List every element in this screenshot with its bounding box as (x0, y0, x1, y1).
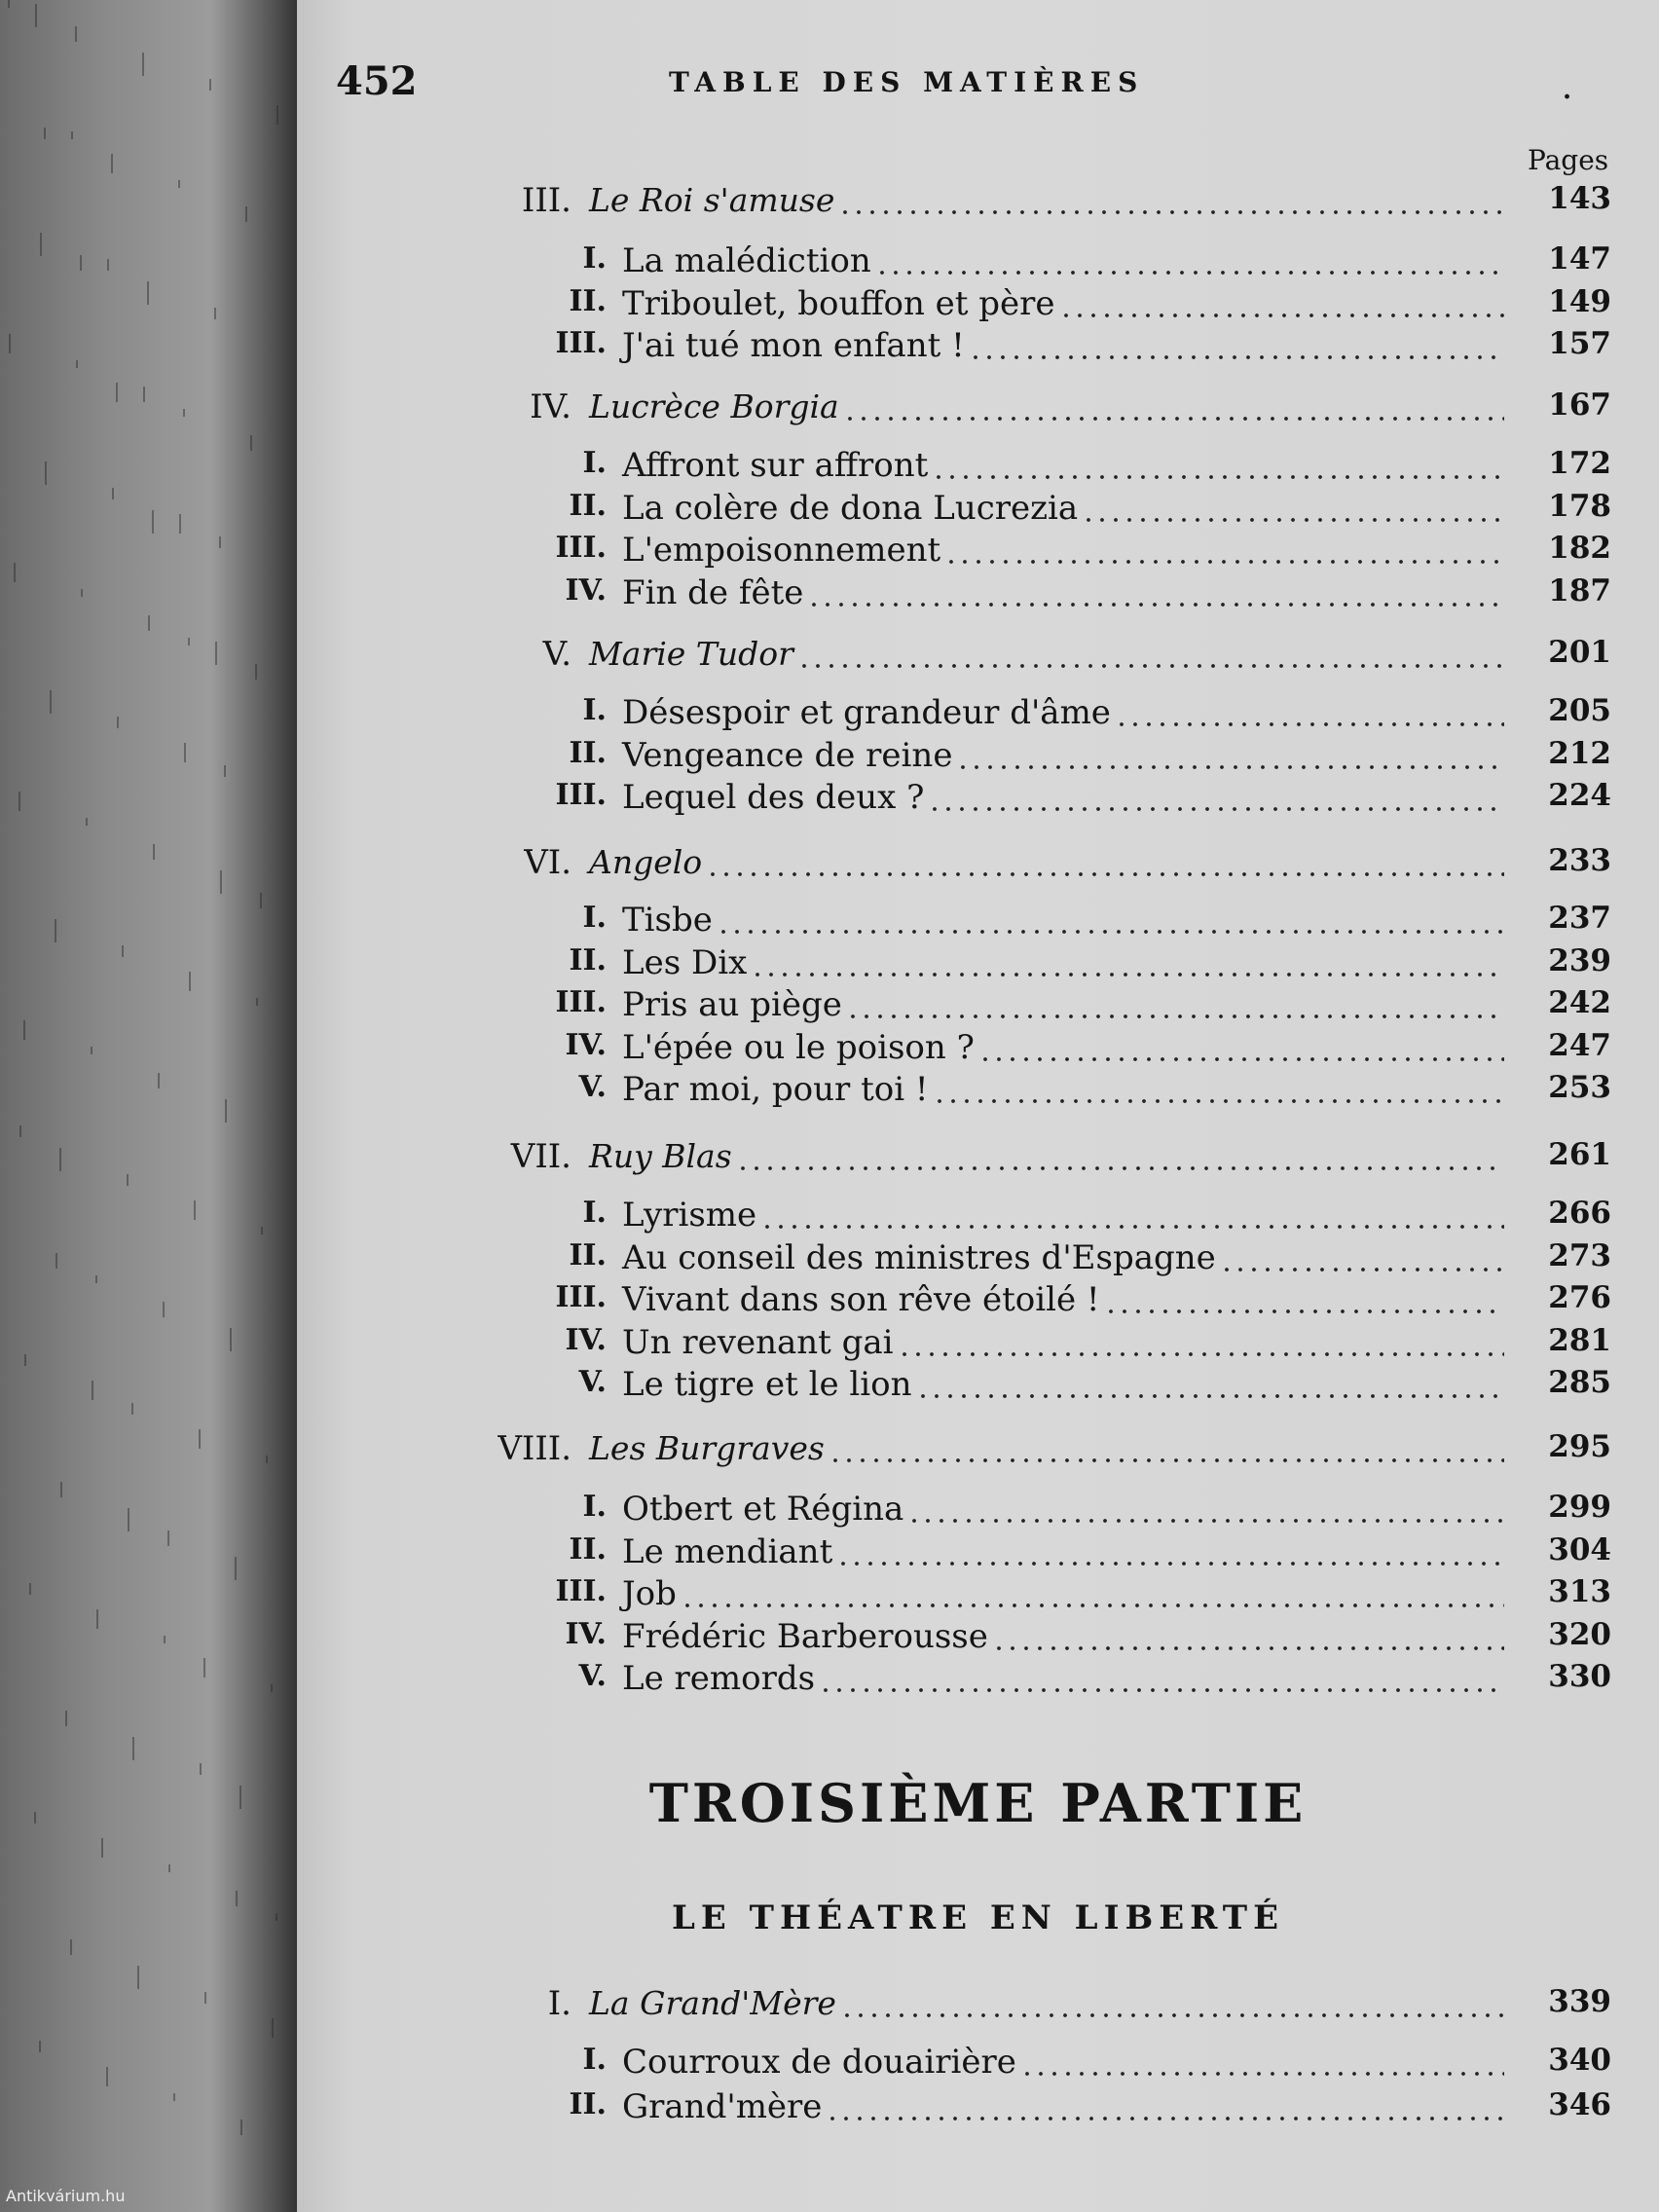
entry-title: La Grand'Mère (589, 1984, 836, 2022)
entry-page: 253 (1548, 1070, 1611, 1105)
paper-fiber (276, 1913, 277, 1921)
entry-title: J'ai tué mon enfant ! (622, 326, 965, 365)
paper-fiber (261, 1227, 263, 1235)
paper-fiber (127, 1174, 129, 1186)
dot-leader (706, 872, 1504, 876)
scene-entry (297, 284, 1659, 327)
paper-fiber (200, 1763, 202, 1775)
paper-fiber (266, 1456, 268, 1463)
scene-entry (297, 1280, 1659, 1323)
paper-fiber (91, 1047, 92, 1054)
dot-leader (836, 1562, 1504, 1566)
paper-fiber (142, 53, 144, 76)
scene-entry (297, 693, 1659, 736)
entry-number: III. (555, 778, 607, 812)
scene-entry (297, 446, 1659, 489)
paper-fiber (107, 259, 109, 271)
paper-fiber (106, 2067, 108, 2086)
scene-entry (297, 1574, 1659, 1617)
entry-page: 339 (1548, 1984, 1611, 2019)
paper-fiber (236, 1891, 238, 1906)
paper-fiber (272, 2018, 274, 2038)
dot-leader (907, 1519, 1504, 1523)
page-heading: TABLE DES MATIÈRES (669, 66, 1145, 98)
dot-leader (978, 1057, 1504, 1061)
entry-page: 299 (1548, 1490, 1611, 1525)
entry-number: I. (582, 901, 607, 935)
scene-entry (297, 985, 1659, 1028)
scene-entry (297, 241, 1659, 284)
dot-leader (840, 2013, 1504, 2017)
entry-page: 178 (1548, 489, 1611, 524)
dot-leader (1059, 313, 1504, 317)
paper-fiber (50, 690, 52, 714)
scene-entry (297, 1028, 1659, 1071)
act-entry (297, 387, 1659, 430)
paper-fiber (214, 308, 216, 319)
entry-number: II. (569, 1532, 607, 1567)
page-number: 452 (336, 58, 418, 104)
paper-fiber (137, 1966, 139, 1989)
entry-title: Le Roi s'amuse (589, 181, 835, 219)
scene-entry (297, 1323, 1659, 1366)
entry-number: I. (582, 1196, 607, 1230)
paper-fiber (75, 26, 77, 42)
entry-page: 242 (1548, 985, 1611, 1020)
entry-number: III. (555, 1280, 607, 1314)
entry-number: IV. (565, 573, 607, 608)
paper-fiber (95, 1275, 97, 1283)
entry-number: II. (569, 284, 607, 318)
dot-leader (846, 1014, 1504, 1018)
dot-leader (992, 1646, 1504, 1650)
paper-fiber (55, 919, 56, 942)
entry-number: I. (547, 1984, 571, 2023)
paper-fiber (245, 206, 247, 222)
entry-title: La malédiction (622, 241, 871, 280)
entry-title: Tisbe (622, 901, 713, 940)
act-entry (297, 1429, 1659, 1472)
entry-title: Lucrèce Borgia (589, 387, 839, 425)
entry-number: I. (582, 241, 607, 276)
dot-leader (826, 2117, 1504, 2120)
entry-title: Le remords (622, 1659, 816, 1698)
paper-fiber (116, 383, 118, 402)
entry-number: I. (582, 1490, 607, 1524)
entry-number: II. (569, 489, 607, 523)
entry-page: 304 (1548, 1532, 1611, 1567)
part-subtitle: LE THÉATRE EN LIBERTÉ (672, 1899, 1284, 1937)
paper-fiber (189, 972, 191, 991)
entry-title: Désespoir et grandeur d'âme (622, 693, 1111, 732)
entry-title: Par moi, pour toi ! (622, 1070, 929, 1109)
dot-leader (829, 1458, 1504, 1462)
entry-title: Fin de fête (622, 573, 804, 612)
scene-entry (297, 326, 1659, 369)
scene-entry (297, 1238, 1659, 1281)
act-entry (297, 181, 1659, 224)
entry-page: 346 (1548, 2087, 1611, 2122)
paper-fiber (117, 717, 119, 728)
act-entry (297, 1137, 1659, 1180)
paper-fiber (71, 131, 73, 139)
entry-number: III. (555, 326, 607, 360)
dot-leader (898, 1352, 1504, 1356)
paper-fiber (225, 1099, 227, 1123)
scene-entry (297, 1659, 1659, 1702)
entry-page: 143 (1548, 181, 1611, 216)
paper-fiber (184, 743, 186, 762)
entry-page: 224 (1548, 778, 1611, 813)
scene-entry (297, 1070, 1659, 1113)
entry-page: 147 (1548, 241, 1611, 276)
paper-fiber (132, 1737, 134, 1760)
paper-fiber (183, 409, 185, 417)
dot-leader (736, 1166, 1504, 1170)
paper-fiber (24, 1354, 26, 1366)
dot-leader (944, 560, 1504, 564)
entry-page: 281 (1548, 1323, 1611, 1358)
act-entry (297, 1984, 1659, 2027)
entry-title: Courroux de douairière (622, 2043, 1016, 2082)
paper-fiber (168, 1864, 170, 1872)
paper-fiber (164, 1636, 166, 1643)
paper-fiber (81, 589, 83, 597)
entry-page: 320 (1548, 1617, 1611, 1652)
entry-number: IV. (565, 1028, 607, 1062)
entry-page: 233 (1548, 843, 1611, 878)
dot-leader (797, 664, 1504, 668)
entry-page: 201 (1548, 635, 1611, 670)
paper-fiber (34, 1812, 36, 1824)
paper-fiber (23, 1020, 25, 1040)
scene-entry (297, 2087, 1659, 2130)
paper-fiber (209, 79, 211, 91)
dot-leader (1220, 1268, 1504, 1272)
scene-entry (297, 1617, 1659, 1660)
entry-title: Angelo (589, 843, 703, 881)
paper-fiber (179, 514, 181, 534)
entry-page: 330 (1548, 1659, 1611, 1694)
scene-entry (297, 736, 1659, 779)
entry-number: V. (578, 1659, 607, 1693)
entry-page: 266 (1548, 1196, 1611, 1231)
dot-leader (928, 807, 1504, 811)
paper-fiber (14, 563, 16, 582)
paper-fiber (240, 1786, 241, 1809)
scene-entry (297, 2043, 1659, 2085)
paper-fiber (219, 536, 221, 548)
entry-number: II. (569, 1238, 607, 1272)
entry-title: Le tigre et le lion (622, 1365, 912, 1404)
scene-entry (297, 901, 1659, 943)
dot-leader (807, 603, 1504, 607)
entry-title: Lyrisme (622, 1196, 757, 1235)
entry-number: III. (555, 1574, 607, 1608)
paper-fiber (92, 1381, 93, 1400)
paper-fiber (163, 1302, 165, 1317)
dot-leader (916, 1394, 1504, 1398)
entry-page: 285 (1548, 1365, 1611, 1400)
pages-column-label: Pages (1528, 144, 1609, 176)
paper-fiber (55, 1253, 57, 1269)
paper-fiber (147, 281, 149, 305)
dot-leader (932, 475, 1504, 479)
paper-fiber (240, 2120, 242, 2135)
paper-fiber (70, 1939, 72, 1955)
act-entry (297, 635, 1659, 678)
entry-page: 313 (1548, 1574, 1611, 1609)
paper-fiber (167, 1530, 169, 1546)
dot-leader (875, 271, 1504, 275)
paper-fiber (59, 1148, 61, 1171)
entry-title: Ruy Blas (589, 1137, 732, 1175)
paper-fiber (230, 1328, 232, 1351)
entry-page: 205 (1548, 693, 1611, 728)
entry-number: II. (569, 2087, 607, 2121)
entry-title: Triboulet, bouffon et père (622, 284, 1055, 323)
paper-fiber (152, 510, 154, 534)
entry-page: 187 (1548, 573, 1611, 608)
paper-fiber (45, 461, 47, 485)
entry-title: Marie Tudor (589, 635, 793, 673)
paper-fiber (9, 334, 11, 353)
paper-fiber (96, 1609, 98, 1629)
paper-fiber (215, 642, 217, 665)
dot-leader (1082, 518, 1504, 522)
dot-leader (717, 930, 1504, 934)
paper-fiber (8, 0, 10, 8)
entry-number: IV. (530, 387, 571, 426)
paper-fiber (39, 2041, 41, 2052)
entry-page: 182 (1548, 531, 1611, 566)
entry-title: Lequel des deux ? (622, 778, 925, 817)
paper-fiber (80, 255, 82, 271)
scene-entry (297, 489, 1659, 532)
entry-title: Le mendiant (622, 1532, 833, 1571)
running-head (336, 58, 1621, 117)
paper-fiber (188, 638, 190, 645)
paper-fiber (271, 1684, 273, 1692)
paper-fiber (204, 1992, 206, 2004)
entry-title: La colère de dona Lucrezia (622, 489, 1079, 528)
entry-number: IV. (565, 1617, 607, 1651)
paper-fiber (19, 1125, 21, 1137)
entry-number: III. (555, 985, 607, 1019)
paper-fiber (112, 488, 114, 499)
entry-title: Otbert et Régina (622, 1490, 904, 1529)
paper-fiber (220, 870, 222, 894)
paper-fiber (194, 1200, 196, 1220)
paper-fiber (29, 1583, 31, 1595)
entry-number: V. (578, 1070, 607, 1104)
paper-fiber (122, 945, 124, 957)
watermark: Antikvárium.hu (6, 2187, 126, 2205)
entry-page: 172 (1548, 446, 1611, 481)
scene-entry (297, 1196, 1659, 1238)
paper-fiber (250, 435, 252, 451)
head-mark: . (1563, 76, 1572, 105)
dot-leader (969, 355, 1504, 359)
paper-fiber (40, 233, 42, 256)
entry-title: Pris au piège (622, 985, 842, 1024)
entry-number: II. (569, 943, 607, 977)
entry-page: 273 (1548, 1238, 1611, 1273)
entry-title: Affront sur affront (622, 446, 929, 485)
dot-leader (760, 1225, 1504, 1229)
entry-title: Les Burgraves (589, 1429, 825, 1467)
scene-entry (297, 778, 1659, 821)
paper-fiber (76, 360, 78, 368)
dot-leader (819, 1688, 1504, 1692)
entry-number: I. (582, 2043, 607, 2077)
paper-fiber (199, 1429, 201, 1449)
entry-number: VII. (510, 1137, 571, 1176)
book-spine-shadow (0, 0, 302, 2212)
dot-leader (956, 765, 1504, 769)
paper-fiber (65, 1711, 67, 1726)
act-entry (297, 843, 1659, 886)
paper-fiber (235, 1557, 237, 1580)
paper-fiber (111, 154, 113, 173)
entry-title: Job (622, 1574, 677, 1613)
entry-number: I. (582, 693, 607, 727)
paper-fiber (101, 1838, 103, 1858)
entry-page: 239 (1548, 943, 1611, 978)
dot-leader (843, 417, 1504, 421)
paper-fiber (276, 105, 278, 125)
entry-number: II. (569, 736, 607, 770)
scene-entry (297, 573, 1659, 616)
part-title: TROISIÈME PARTIE (648, 1772, 1308, 1834)
dot-leader (1104, 1309, 1504, 1313)
scene-entry (297, 1490, 1659, 1532)
paper-fiber (260, 893, 262, 908)
paper-fiber (178, 180, 180, 188)
entry-number: I. (582, 446, 607, 480)
paper-fiber (128, 1508, 129, 1531)
entry-page: 247 (1548, 1028, 1611, 1063)
scene-entry (297, 1365, 1659, 1408)
paper-fiber (173, 2093, 175, 2101)
entry-number: V. (578, 1365, 607, 1399)
entry-number: IV. (565, 1323, 607, 1357)
entry-page: 261 (1548, 1137, 1611, 1172)
entry-title: L'épée ou le poison ? (622, 1028, 975, 1067)
paper-fiber (131, 1403, 133, 1415)
entry-number: VIII. (498, 1429, 571, 1468)
entry-title: Vivant dans son rêve étoilé ! (622, 1280, 1100, 1319)
entry-title: Vengeance de reine (622, 736, 953, 775)
entry-page: 295 (1548, 1429, 1611, 1464)
entry-title: Un revenant gai (622, 1323, 894, 1362)
scene-entry (297, 531, 1659, 573)
entry-number: V. (542, 635, 571, 674)
scene-entry (297, 943, 1659, 986)
paper-fiber (203, 1658, 205, 1677)
paper-fiber (255, 664, 257, 680)
entry-number: VI. (524, 843, 571, 882)
entry-page: 340 (1548, 2043, 1611, 2078)
dot-leader (1020, 2072, 1504, 2076)
entry-number: III. (521, 181, 571, 220)
entry-title: Grand'mère (622, 2087, 823, 2126)
dot-leader (1115, 722, 1504, 726)
paper-fiber (158, 1073, 160, 1088)
entry-page: 276 (1548, 1280, 1611, 1315)
entry-page: 149 (1548, 284, 1611, 319)
entry-number: III. (555, 531, 607, 565)
entry-page: 237 (1548, 901, 1611, 936)
book-page (297, 0, 1659, 2212)
paper-fiber (256, 998, 258, 1006)
dot-leader (681, 1604, 1504, 1607)
entry-title: Frédéric Barberousse (622, 1617, 988, 1656)
paper-fiber (60, 1482, 62, 1497)
paper-fiber (35, 4, 37, 27)
scene-entry (297, 1532, 1659, 1575)
paper-fiber (18, 792, 20, 811)
entry-title: Les Dix (622, 943, 748, 982)
entry-title: L'empoisonnement (622, 531, 941, 570)
dot-leader (933, 1099, 1504, 1103)
paper-fiber (86, 818, 88, 826)
paper-fiber (44, 128, 46, 139)
entry-page: 212 (1548, 736, 1611, 771)
paper-fiber (224, 765, 226, 777)
dot-leader (751, 973, 1504, 977)
dot-leader (838, 210, 1504, 214)
paper-fiber (148, 615, 150, 631)
entry-page: 167 (1548, 387, 1611, 423)
paper-fiber (143, 387, 145, 402)
paper-fiber (153, 844, 155, 860)
entry-page: 157 (1548, 326, 1611, 361)
entry-title: Au conseil des ministres d'Espagne (622, 1238, 1216, 1277)
